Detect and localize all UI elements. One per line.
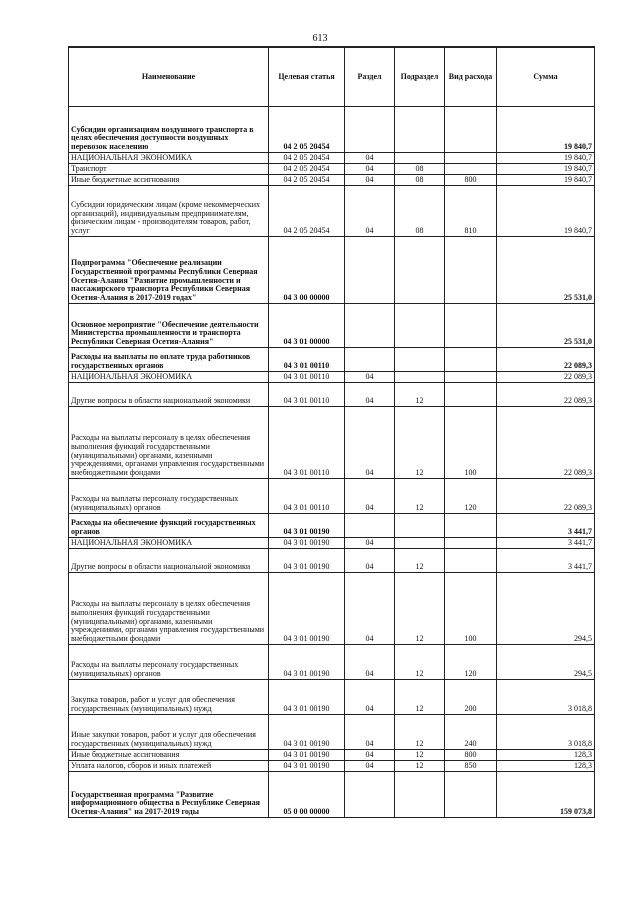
row-subsection-cell: 12 <box>395 750 445 761</box>
row-subsection-cell: 12 <box>395 383 445 407</box>
row-amount-cell: 19 840,7 <box>497 175 595 186</box>
table-row <box>69 514 595 538</box>
row-name-cell: НАЦИОНАЛЬНАЯ ЭКОНОМИКА <box>69 153 269 164</box>
row-amount-cell: 22 089,3 <box>497 372 595 383</box>
page-number: 613 <box>312 33 328 44</box>
table-row <box>69 175 595 186</box>
row-subsection-cell <box>395 538 445 549</box>
row-name-cell: Иные закупки товаров, работ и услуг для обеспечения государственных (муниципальных) нужд <box>69 715 269 750</box>
row-amount-cell: 22 089,3 <box>497 348 595 372</box>
row-name-cell: Подпрограмма "Обеспечение реализации Государственной программы Республики Северная Осетия-Алания "Развитие промышленности и пассажирского транспорта Республики Северная Осетия-Алания в 2017-2019 годах" <box>69 237 269 304</box>
table-row <box>69 573 595 645</box>
row-code-cell: 04 2 05 20454 <box>269 175 345 186</box>
table-row <box>69 407 595 479</box>
row-amount-cell: 3 018,8 <box>497 715 595 750</box>
row-name-cell: Другие вопросы в области национальной экономики <box>69 383 269 407</box>
row-section-cell: 04 <box>345 761 395 772</box>
row-expense-type-cell: 120 <box>445 645 497 680</box>
row-expense-type-cell: 200 <box>445 680 497 715</box>
row-code-cell: 05 0 00 00000 <box>269 772 345 818</box>
table-row <box>69 750 595 761</box>
row-expense-type-cell: 800 <box>445 175 497 186</box>
row-subsection-cell <box>395 772 445 818</box>
table-row <box>69 761 595 772</box>
row-expense-type-cell <box>445 348 497 372</box>
row-subsection-cell: 08 <box>395 175 445 186</box>
row-code-cell: 04 2 05 20454 <box>269 186 345 237</box>
row-subsection-cell: 12 <box>395 549 445 573</box>
row-code-cell: 04 2 05 20454 <box>269 164 345 175</box>
row-section-cell: 04 <box>345 750 395 761</box>
row-section-cell: 04 <box>345 175 395 186</box>
row-subsection-cell: 12 <box>395 407 445 479</box>
row-name-cell: Транспорт <box>69 164 269 175</box>
header-code: Целевая статья <box>269 47 345 107</box>
table-row <box>69 383 595 407</box>
row-amount-cell: 3 441,7 <box>497 514 595 538</box>
row-expense-type-cell <box>445 514 497 538</box>
header-expense-type: Вид расхода <box>445 47 497 107</box>
table-header-row <box>69 47 595 107</box>
row-section-cell: 04 <box>345 164 395 175</box>
row-code-cell: 04 3 01 00110 <box>269 407 345 479</box>
row-subsection-cell: 12 <box>395 573 445 645</box>
table-row <box>69 645 595 680</box>
row-name-cell: Расходы на выплаты персоналу государственных (муниципальных) органов <box>69 479 269 514</box>
row-section-cell: 04 <box>345 680 395 715</box>
table-row <box>69 715 595 750</box>
row-amount-cell: 19 840,7 <box>497 164 595 175</box>
row-amount-cell: 294,5 <box>497 573 595 645</box>
row-subsection-cell: 08 <box>395 186 445 237</box>
header-name: Наименование <box>69 47 269 107</box>
row-subsection-cell <box>395 514 445 538</box>
row-code-cell: 04 3 01 00190 <box>269 645 345 680</box>
row-code-cell: 04 3 01 00000 <box>269 304 345 348</box>
row-code-cell: 04 3 01 00110 <box>269 383 345 407</box>
row-expense-type-cell: 100 <box>445 407 497 479</box>
row-section-cell: 04 <box>345 479 395 514</box>
row-name-cell: Иные бюджетные ассигнования <box>69 175 269 186</box>
row-expense-type-cell <box>445 164 497 175</box>
table-row <box>69 304 595 348</box>
row-section-cell: 04 <box>345 372 395 383</box>
row-expense-type-cell: 100 <box>445 573 497 645</box>
row-expense-type-cell <box>445 153 497 164</box>
row-amount-cell: 19 840,7 <box>497 153 595 164</box>
table-row <box>69 479 595 514</box>
table-row <box>69 538 595 549</box>
row-code-cell: 04 3 01 00190 <box>269 680 345 715</box>
row-code-cell: 04 3 01 00190 <box>269 573 345 645</box>
row-code-cell: 04 3 01 00110 <box>269 348 345 372</box>
row-name-cell: Уплата налогов, сборов и иных платежей <box>69 761 269 772</box>
row-code-cell: 04 3 01 00190 <box>269 538 345 549</box>
row-expense-type-cell <box>445 304 497 348</box>
row-section-cell <box>345 348 395 372</box>
row-code-cell: 04 3 01 00190 <box>269 761 345 772</box>
row-expense-type-cell <box>445 237 497 304</box>
row-subsection-cell <box>395 304 445 348</box>
row-subsection-cell: 12 <box>395 715 445 750</box>
row-code-cell: 04 3 01 00190 <box>269 750 345 761</box>
budget-table <box>68 46 595 818</box>
row-expense-type-cell: 800 <box>445 750 497 761</box>
row-section-cell: 04 <box>345 186 395 237</box>
row-expense-type-cell: 120 <box>445 479 497 514</box>
table-row <box>69 186 595 237</box>
row-amount-cell: 294,5 <box>497 645 595 680</box>
row-amount-cell: 128,3 <box>497 761 595 772</box>
row-amount-cell: 3 018,8 <box>497 680 595 715</box>
row-subsection-cell <box>395 153 445 164</box>
table-row <box>69 348 595 372</box>
row-expense-type-cell: 240 <box>445 715 497 750</box>
row-section-cell: 04 <box>345 645 395 680</box>
row-section-cell <box>345 237 395 304</box>
row-amount-cell: 22 089,3 <box>497 407 595 479</box>
row-amount-cell: 19 840,7 <box>497 186 595 237</box>
table-row <box>69 164 595 175</box>
row-code-cell: 04 2 05 20454 <box>269 107 345 153</box>
row-amount-cell: 3 441,7 <box>497 538 595 549</box>
row-amount-cell: 128,3 <box>497 750 595 761</box>
row-name-cell: Субсидии организациям воздушного транспорта в целях обеспечения доступности воздушных перевозок населению <box>69 107 269 153</box>
row-section-cell <box>345 304 395 348</box>
row-subsection-cell: 08 <box>395 164 445 175</box>
row-expense-type-cell <box>445 538 497 549</box>
row-expense-type-cell <box>445 372 497 383</box>
row-name-cell: Расходы на выплаты персоналу государственных (муниципальных) органов <box>69 645 269 680</box>
row-expense-type-cell <box>445 772 497 818</box>
row-expense-type-cell: 810 <box>445 186 497 237</box>
row-amount-cell: 19 840,7 <box>497 107 595 153</box>
row-subsection-cell <box>395 107 445 153</box>
row-section-cell: 04 <box>345 715 395 750</box>
row-name-cell: Расходы на выплаты персоналу в целях обеспечения выполнения функций государственными (муниципальными) органами, казенными учреждениями, органами управления государственными внебюджетными фондами <box>69 573 269 645</box>
row-name-cell: Расходы на выплаты персоналу в целях обеспечения выполнения функций государственными (муниципальными) органами, казенными учреждениями, органами управления государственными внебюджетными фондами <box>69 407 269 479</box>
row-amount-cell: 25 531,0 <box>497 237 595 304</box>
row-amount-cell: 3 441,7 <box>497 549 595 573</box>
row-name-cell: Субсидии юридическим лицам (кроме некоммерческих организаций), индивидуальным предпринимателям, физическим лицам - производителям товаров, работ, услуг <box>69 186 269 237</box>
header-section: Раздел <box>345 47 395 107</box>
row-expense-type-cell: 850 <box>445 761 497 772</box>
table-row <box>69 772 595 818</box>
row-section-cell: 04 <box>345 549 395 573</box>
row-code-cell: 04 3 01 00190 <box>269 549 345 573</box>
row-subsection-cell <box>395 348 445 372</box>
row-name-cell: НАЦИОНАЛЬНАЯ ЭКОНОМИКА <box>69 538 269 549</box>
row-section-cell: 04 <box>345 538 395 549</box>
row-subsection-cell: 12 <box>395 680 445 715</box>
row-code-cell: 04 3 01 00190 <box>269 715 345 750</box>
row-section-cell: 04 <box>345 383 395 407</box>
row-name-cell: Закупка товаров, работ и услуг для обеспечения государственных (муниципальных) нужд <box>69 680 269 715</box>
row-subsection-cell <box>395 372 445 383</box>
row-amount-cell: 22 089,3 <box>497 479 595 514</box>
row-section-cell: 04 <box>345 573 395 645</box>
row-code-cell: 04 3 01 00110 <box>269 372 345 383</box>
row-subsection-cell: 12 <box>395 479 445 514</box>
row-expense-type-cell <box>445 383 497 407</box>
table-row <box>69 237 595 304</box>
row-amount-cell: 22 089,3 <box>497 383 595 407</box>
row-name-cell: Другие вопросы в области национальной экономики <box>69 549 269 573</box>
row-subsection-cell: 12 <box>395 645 445 680</box>
header-subsection: Подраздел <box>395 47 445 107</box>
row-expense-type-cell <box>445 107 497 153</box>
row-subsection-cell: 12 <box>395 761 445 772</box>
row-code-cell: 04 3 00 00000 <box>269 237 345 304</box>
row-section-cell: 04 <box>345 153 395 164</box>
table-row <box>69 372 595 383</box>
row-amount-cell: 25 531,0 <box>497 304 595 348</box>
row-section-cell: 04 <box>345 407 395 479</box>
row-amount-cell: 159 073,8 <box>497 772 595 818</box>
row-section-cell <box>345 107 395 153</box>
row-name-cell: Иные бюджетные ассигнования <box>69 750 269 761</box>
table-row <box>69 680 595 715</box>
table-row <box>69 153 595 164</box>
row-name-cell: Расходы на выплаты по оплате труда работников государственных органов <box>69 348 269 372</box>
row-code-cell: 04 2 05 20454 <box>269 153 345 164</box>
header-amount: Сумма <box>497 47 595 107</box>
row-code-cell: 04 3 01 00110 <box>269 479 345 514</box>
row-name-cell: НАЦИОНАЛЬНАЯ ЭКОНОМИКА <box>69 372 269 383</box>
table-row <box>69 107 595 153</box>
table-row <box>69 549 595 573</box>
row-subsection-cell <box>395 237 445 304</box>
row-expense-type-cell <box>445 549 497 573</box>
row-code-cell: 04 3 01 00190 <box>269 514 345 538</box>
row-name-cell: Расходы на обеспечение функций государственных органов <box>69 514 269 538</box>
row-section-cell <box>345 514 395 538</box>
row-name-cell: Государственная программа "Развитие информационного общества в Республике Северная Осетия-Алания" на 2017-2019 годы <box>69 772 269 818</box>
row-section-cell <box>345 772 395 818</box>
row-name-cell: Основное мероприятие "Обеспечение деятельности Министерства промышленности и транспорта Республики Северная Осетия-Алания" <box>69 304 269 348</box>
